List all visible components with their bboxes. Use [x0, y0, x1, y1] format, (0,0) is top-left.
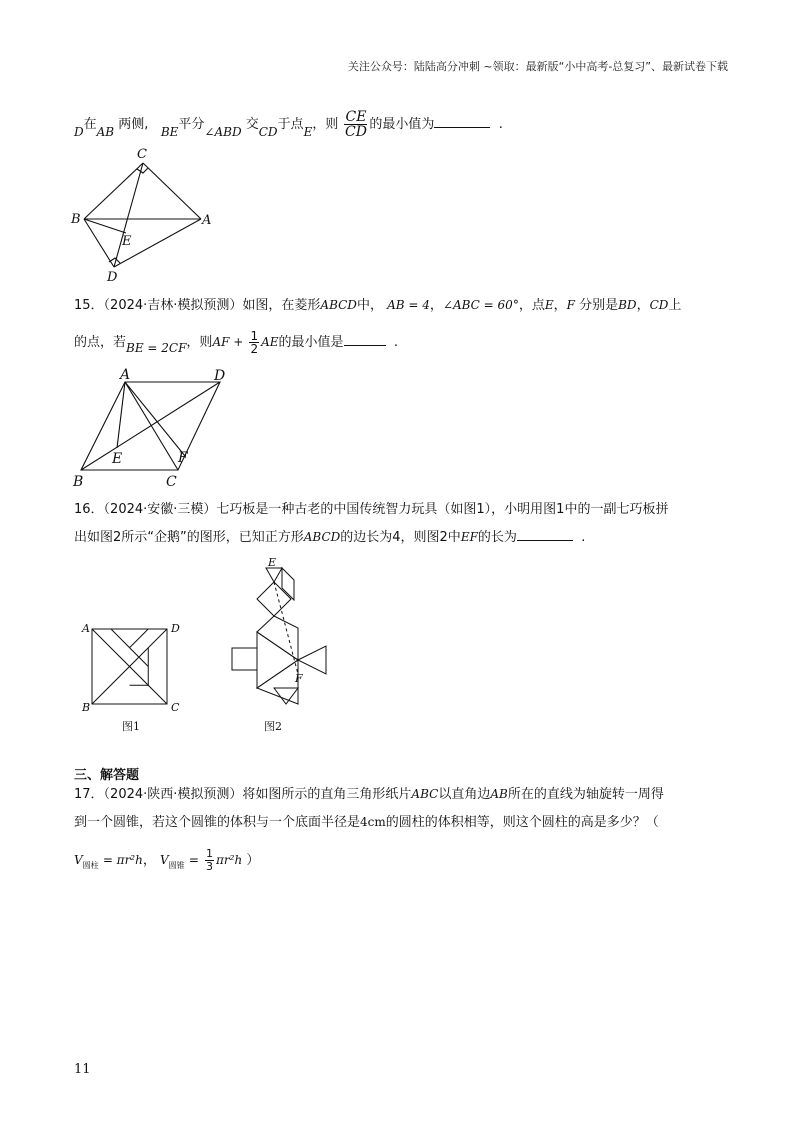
q17-formula-cone-tail: πr²h: [216, 853, 243, 867]
q17-line-2: [74, 812, 659, 833]
q15-t1: 如图，在菱形: [242, 298, 321, 313]
q16-answer-blank[interactable]: [517, 526, 573, 541]
q14-seg-BC: [84, 163, 143, 219]
q16-line2-b: 的边长为4，则图2中: [340, 530, 461, 545]
q15-line-1: 15．（2024·吉林·模拟预测）如图，在菱形ABCD中， AB = 4，∠ABC = 60°，点E，F 分别是BD，CD上: [74, 298, 682, 313]
q16-fig2-body-top: [257, 616, 298, 660]
q14-frac-num: CE: [345, 109, 367, 125]
q16-line-2: [74, 526, 585, 548]
q17-line2-a: 到一个圆锥，若这个圆锥的体积与一个底面半径是: [74, 815, 361, 830]
q14-label-D: D: [107, 270, 118, 284]
q17-sub-cylinder: 圆柱: [82, 861, 99, 870]
q17-sep: ，: [142, 853, 156, 868]
q16-EF: EF: [460, 530, 478, 544]
q14-yudian: 于点: [277, 117, 304, 132]
q17-line1-b: 以直角边: [438, 787, 491, 802]
q15-F: F: [566, 298, 575, 312]
q15-line2-a: 的点，若: [74, 335, 127, 350]
q14-liangce: 两侧,: [118, 117, 149, 132]
q15-eq-AB: AB = 4: [387, 298, 430, 312]
q17-close: ）: [246, 853, 260, 868]
q15-line2-c: 的最小值是: [278, 335, 344, 350]
q16-fig2-caption: 图2: [264, 720, 282, 733]
q15-AE: AE: [261, 335, 279, 349]
q16-fig1-label-B: B: [82, 701, 91, 714]
q15-t4: 分别是: [579, 298, 619, 313]
q14-BE: BE: [160, 125, 179, 139]
q15-seg-AF: [125, 382, 185, 456]
q14-fraction: [344, 110, 367, 139]
q15-source: （2024·吉林·模拟预测）: [103, 298, 243, 313]
q17-ABC: ABC: [411, 787, 439, 801]
q16-fig1-label-A: A: [82, 622, 90, 635]
q14-end: .: [498, 117, 503, 132]
q17-third-den: 3: [206, 860, 214, 873]
q15-t5: 上: [668, 298, 682, 313]
q16-fig1-label-C: C: [171, 701, 180, 714]
q16-fig2-head: [257, 582, 291, 616]
q16-fig2-beak: [266, 568, 282, 582]
q16-line2-c: 的长为: [477, 530, 517, 545]
q15-half-den: 2: [250, 342, 259, 356]
q16-line-1: [74, 500, 668, 520]
q17-line1-a: 将如图所示的直角三角形纸片: [242, 787, 412, 802]
q14-seg-BD: [84, 219, 114, 267]
q16-ABCD: ABCD: [303, 530, 341, 544]
q17-sub-cone: 圆锥: [168, 861, 185, 870]
q15-label-F: F: [178, 450, 188, 466]
q17-line1-c: 所在的直线为轴旋转一周得: [507, 787, 664, 802]
q16-line2-a: 出如图2所示“企鹅”的图形，已知正方形: [74, 530, 304, 545]
q14-zai: 在: [83, 117, 97, 132]
q15-ABCD: ABCD: [320, 298, 357, 312]
q17-radius: 4cm: [360, 815, 386, 829]
q15-line-2: [74, 330, 398, 355]
q14-right-angle-C: [137, 168, 148, 173]
q16-fig1-caption: 图1: [122, 720, 140, 733]
q17-line-1: [74, 784, 664, 805]
q16-figure-1: [78, 618, 188, 738]
q14-seg-BE: [84, 219, 126, 233]
q14-angle: ∠ABD: [204, 125, 242, 139]
q14-E: E: [303, 125, 313, 139]
q15-eq-BE: BE = 2CF: [126, 341, 187, 355]
q15-t2: 中，: [356, 298, 383, 313]
q17-AB: AB: [490, 787, 508, 801]
q17-formula-cone-eq: =: [188, 853, 199, 867]
q14-pingfen: 平分: [178, 117, 205, 132]
q14-label-E: E: [122, 234, 132, 249]
q15-label-D: D: [214, 368, 226, 384]
q15-E: E: [544, 298, 554, 312]
q14-label-B: B: [71, 212, 81, 227]
q15-label-B: B: [73, 474, 84, 490]
q15-BD: BD: [618, 298, 637, 312]
q16-figure-2: [222, 556, 342, 738]
q16-fig2-body-mid: [257, 632, 298, 688]
q16-fig2-label-E: E: [268, 556, 277, 569]
page-header: 关注公众号：陆陆高分冲刺 ~领取：最新版“小中高考-总复习”、最新试卷下载: [347, 60, 728, 73]
q17-third-num: 1: [206, 847, 214, 860]
q16-line1: 七巧板是一种古老的中国传统智力玩具（如图1），小明用图1中的一副七巧板拼: [216, 502, 669, 517]
q15-comma: ，: [429, 298, 443, 313]
q15-half-num: 1: [250, 329, 259, 343]
q15-seg-AE: [117, 382, 125, 448]
q14-ze: ，则: [312, 117, 339, 132]
q16-fig1-diag-half: [92, 648, 148, 704]
q16-number: 16．: [74, 502, 104, 517]
section-3-title: 三、解答题: [74, 768, 140, 783]
q16-fig1-label-D: D: [171, 622, 180, 635]
q15-label-E: E: [112, 451, 123, 467]
q14-D: D: [74, 125, 84, 139]
q17-line2-b: 的圆柱的体积相等，则这个圆柱的高是多少？（: [385, 815, 659, 830]
q14-text-line: [74, 110, 503, 139]
q16-fig2-neck: [282, 568, 294, 600]
q15-label-A: A: [120, 367, 131, 383]
q15-AF: AF +: [212, 335, 244, 349]
q14-figure: [66, 142, 216, 284]
q15-figure: [68, 366, 248, 492]
q14-jiao: 交: [245, 117, 259, 132]
q15-line2-b: ，则: [186, 335, 213, 350]
q17-V-cone: V: [160, 853, 169, 867]
q16-source: （2024·安徽·三模）: [103, 502, 217, 517]
q15-half-fraction: [249, 330, 259, 355]
q17-third-fraction: [205, 848, 214, 873]
q14-seg-CD: [114, 163, 143, 267]
q14-seg-CA: [143, 163, 201, 219]
q17-number: 17．: [74, 787, 104, 802]
q17-source: （2024·陕西·模拟预测）: [103, 787, 243, 802]
q14-answer-blank[interactable]: [434, 113, 490, 128]
q16-fig2-body-bottom: [257, 660, 298, 704]
q15-answer-blank[interactable]: [344, 331, 386, 346]
q15-number: 15．: [74, 298, 104, 313]
q16-fig2-square: [232, 648, 257, 670]
q17-formula-cylinder: = πr²h: [102, 853, 143, 867]
q15-end: .: [393, 335, 398, 350]
q16-fig1-seg-5: [148, 629, 167, 648]
q14-frac-den: CD: [344, 124, 367, 140]
q16-fig1-seg-2: [130, 629, 149, 648]
q14-label-C: C: [137, 147, 147, 162]
q16-fig2-wing: [298, 646, 326, 674]
q15-t3: ，点: [518, 298, 545, 313]
page-number: 11: [74, 1062, 91, 1077]
q15-eq-angle: ∠ABC = 60°: [442, 298, 519, 312]
q15-CD: CD: [649, 298, 669, 312]
q16-end: .: [581, 530, 586, 545]
q16-fig2-label-F: F: [295, 672, 303, 685]
q14-AB: AB: [96, 125, 115, 139]
q14-tail: 的最小值为: [369, 117, 435, 132]
q14-CD: CD: [258, 125, 278, 139]
q15-label-C: C: [166, 474, 177, 490]
q17-formula-line: [74, 848, 259, 873]
q17-V-cylinder: V: [74, 853, 83, 867]
q14-label-A: A: [202, 213, 212, 228]
